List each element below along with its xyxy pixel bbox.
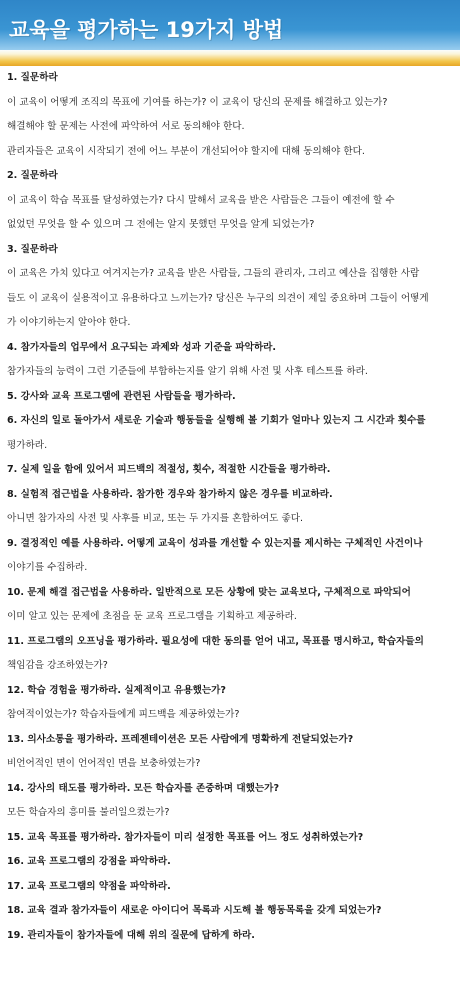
- section-heading: 10. 문제 해결 접근법을 사용하라. 일반적으로 모든 상황에 맞는 교육보다, 구체적으로 파악되어: [7, 586, 411, 598]
- body-text-line: 이미 알고 있는 문제에 초점을 둔 교육 프로그램을 기획하고 제공하라.: [7, 611, 297, 622]
- section-heading: 6. 자신의 일로 돌아가서 새로운 기술과 행동들을 실행해 볼 기회가 얼마나 있는지 그 시간과 횟수를: [7, 415, 426, 426]
- section-heading: 7. 실제 일을 함에 있어서 피드백의 적절성, 횟수, 적절한 시간들을 평가하라.: [7, 464, 331, 475]
- body-text-line: 관리자들은 교육이 시작되기 전에 어느 부분이 개선되어야 할지에 대해 동의해야 한다.: [7, 145, 365, 157]
- body-text-line: 평가하라.: [7, 439, 48, 451]
- body-text-line: 참가자들의 능력이 그런 기준들에 부합하는지를 알기 위해 사전 및 사후 테스트를 하라.: [7, 366, 368, 377]
- section-heading: 8. 실험적 접근법을 사용하라. 참가한 경우와 참가하지 않은 경우를 비교하라.: [7, 488, 333, 500]
- section-heading: 12. 학습 경험을 평가하라. 실제적이고 유용했는가?: [7, 684, 226, 696]
- section-heading: 19. 관리자들이 참가자들에 대해 위의 질문에 답하게 하라.: [7, 929, 255, 941]
- header-banner: [0, 0, 460, 66]
- section-heading: 2. 질문하라: [7, 170, 58, 181]
- body-text-line: 들도 이 교육이 실용적이고 유용하다고 느끼는가? 당신은 누구의 의견이 제일 중요하며 그들이 어떻게: [7, 292, 429, 304]
- section-heading: 16. 교육 프로그램의 강점을 파악하라.: [7, 856, 171, 867]
- section-heading: 4. 참가자들의 업무에서 요구되는 과제와 성과 기준을 파악하라.: [7, 341, 277, 353]
- section-heading: 18. 교육 결과 참가자들이 새로운 아이디어 목록과 시도해 볼 행동목록을 갖게 되었는가?: [7, 905, 382, 916]
- section-heading: 3. 질문하라: [7, 243, 58, 255]
- header-gold-band: [0, 50, 460, 66]
- section-heading: 15. 교육 목표를 평가하라. 참가자들이 미리 설정한 목표를 어느 정도 성취하였는가?: [7, 831, 364, 843]
- section-heading: 1. 질문하라: [7, 72, 58, 83]
- body-text-line: 이 교육이 어떻게 조직의 목표에 기여를 하는가? 이 교육이 당신의 문제를 해결하고 있는가?: [7, 96, 388, 108]
- body-text-line: 책임감을 강조하였는가?: [7, 660, 108, 671]
- section-heading: 11. 프로그램의 오프닝을 평가하라. 필요성에 대한 동의를 얻어 내고, 목표를 명시하고, 학습자들의: [7, 635, 424, 647]
- section-heading: 5. 강사와 교육 프로그램에 관련된 사람들을 평가하라.: [7, 390, 236, 402]
- body-text-line: 이 교육이 학습 목표를 달성하였는가? 다시 말해서 교육을 받은 사람들은 그들이 예전에 할 수: [7, 194, 395, 206]
- section-heading: 13. 의사소통을 평가하라. 프레젠테이션은 모든 사람에게 명확하게 전달되었는가?: [7, 733, 354, 745]
- body-text-line: 없었던 무엇을 할 수 있으며 그 전에는 알지 못했던 무엇을 알게 되었는가?: [7, 219, 315, 230]
- body-text-line: 비언어적인 면이 언어적인 면을 보충하였는가?: [7, 758, 201, 769]
- page-title: 교육을 평가하는 19가지 방법: [9, 18, 284, 42]
- body-text-line: 해결해야 할 문제는 사전에 파악하여 서로 동의해야 한다.: [7, 121, 245, 132]
- body-text-line: 이 교육은 가치 있다고 여겨지는가? 교육을 받은 사람들, 그들의 관리자, 그리고 예산을 집행한 사람: [7, 268, 420, 279]
- section-heading: 9. 결정적인 예를 사용하라. 어떻게 교육이 성과를 개선할 수 있는지를 제시하는 구체적인 사건이나: [7, 537, 423, 549]
- section-heading: 17. 교육 프로그램의 약점을 파악하라.: [7, 880, 171, 892]
- body-text-line: 참여적이었는가? 학습자들에게 피드백을 제공하였는가?: [7, 709, 240, 720]
- body-text-line: 아니면 참가자의 사전 및 사후를 비교, 또는 두 가지를 혼합하여도 좋다.: [7, 513, 304, 524]
- body-text-line: 모든 학습자의 흥미를 불러일으켰는가?: [7, 807, 170, 818]
- body-text-line: 가 이야기하는지 알아야 한다.: [7, 317, 131, 328]
- section-heading: 14. 강사의 태도를 평가하라. 모든 학습자를 존중하며 대했는가?: [7, 782, 280, 794]
- article-body: [7, 66, 455, 986]
- body-text-line: 이야기를 수집하라.: [7, 562, 88, 573]
